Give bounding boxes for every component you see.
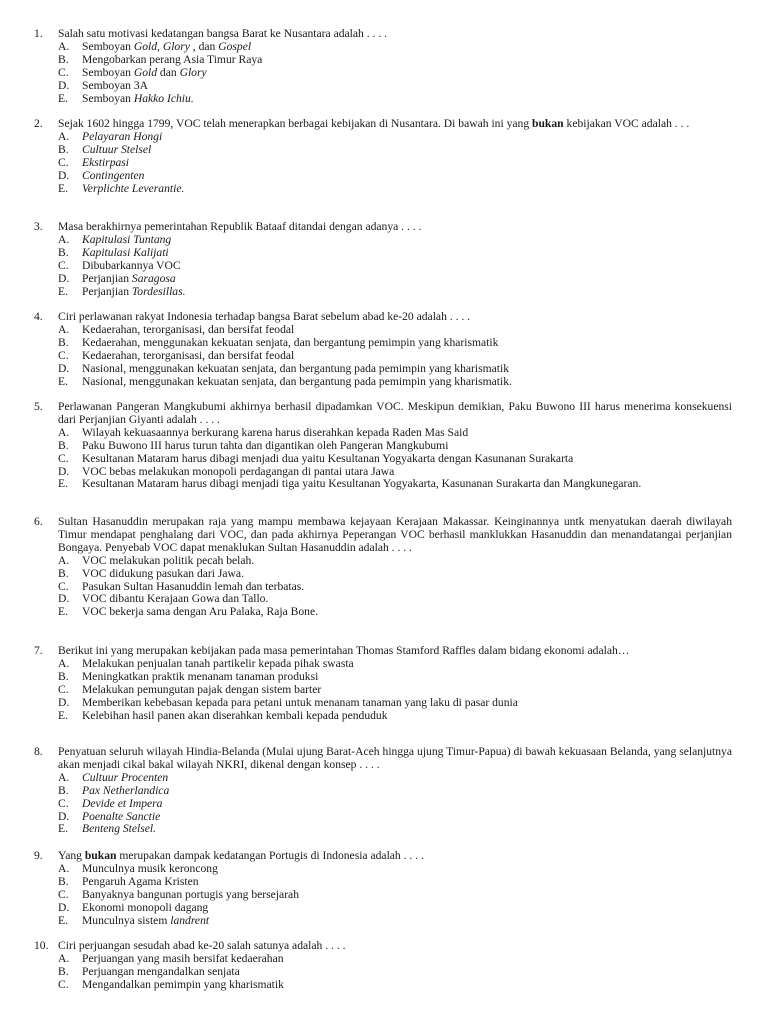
text-run: Memberikan kebebasan kepada para petani untuk menanam tanaman yang laku di pasar dunia (82, 695, 518, 709)
text-run: Kedaerahan, terorganisasi, dan bersifat feodal (82, 348, 295, 362)
option-letter: E. (58, 284, 68, 298)
option-letter: E. (58, 91, 68, 105)
option-text (82, 183, 732, 196)
text-run: Perjanjian (82, 271, 132, 285)
option-text (82, 234, 732, 247)
question-number: 2. (34, 117, 43, 130)
italic-term: Glory (179, 65, 207, 79)
option-letter: C. (58, 887, 69, 901)
answer-option-e (58, 183, 732, 196)
option-text (82, 131, 732, 144)
answer-options (58, 658, 768, 723)
answer-option-e (58, 823, 732, 836)
text-run: Ciri perlawanan rakyat Indonesia terhadap bangsa Barat sebelum abad ke-20 adalah . . . . (58, 310, 471, 323)
answer-options (58, 863, 768, 928)
text-run: Salah satu motivasi kedatangan bangsa Barat ke Nusantara adalah . . . . (58, 27, 388, 40)
question-stem-row (0, 401, 768, 427)
italic-term: Poenalte Sanctie (82, 809, 161, 823)
option-text (82, 67, 732, 80)
text-run: Nasional, menggunakan kekuatan senjata, dan bergantung pada pemimpin yang kharismatik (82, 361, 510, 375)
option-letter: E. (58, 181, 68, 195)
option-letter: A. (58, 656, 70, 670)
italic-term: Pelayaran Hongi (82, 129, 163, 143)
text-run: Kesultanan Mataram harus dibagi menjadi dua yaitu Kesultanan Yogyakarta dengan Kasunanan Surakarta (82, 451, 574, 465)
option-text (82, 811, 732, 824)
italic-term: Hakko Ichiu. (133, 91, 194, 105)
answer-options (58, 555, 768, 620)
text-run: VOC didukung pasukan dari Jawa. (82, 566, 244, 580)
option-letter: B. (58, 964, 69, 978)
italic-term: Gospel (218, 39, 252, 53)
answer-options (58, 131, 768, 196)
italic-term: Devide et Impera (82, 796, 163, 810)
text-run: Kedaerahan, terorganisasi, dan bersifat feodal (82, 322, 295, 336)
text-run: Semboyan (82, 39, 134, 53)
answer-option-e (58, 286, 732, 299)
answer-options (58, 234, 768, 299)
text-run: Yang (58, 849, 85, 862)
option-letter: D. (58, 78, 70, 92)
text-run: Perjuangan yang masih bersifat kedaerahan (82, 951, 284, 965)
option-letter: B. (58, 566, 69, 580)
option-letter: B. (58, 669, 69, 683)
option-letter: C. (58, 796, 69, 810)
question-6 (0, 516, 768, 619)
option-text (82, 823, 732, 836)
option-letter: E. (58, 708, 68, 722)
bold-term: bukan (532, 117, 564, 130)
text-run: , (157, 39, 163, 53)
text-run: Pengaruh Agama Kristen (82, 874, 199, 888)
text-run: Wilayah kekuasaannya berkurang karena harus diserahkan kepada Raden Mas Said (82, 425, 469, 439)
question-number: 6. (34, 515, 43, 528)
question-number: 8. (34, 745, 43, 758)
option-letter: B. (58, 142, 69, 156)
answer-option-a (58, 131, 732, 144)
option-letter: B. (58, 783, 69, 797)
answer-options (58, 427, 768, 492)
option-letter: C. (58, 65, 69, 79)
option-letter: A. (58, 770, 70, 784)
text-run: Semboyan 3A (82, 78, 149, 92)
italic-term: Kapitulasi Kalijati (82, 245, 169, 259)
text-run: Meningkatkan praktik menanam tanaman produksi (82, 669, 319, 683)
answer-option-c (58, 979, 732, 992)
text-run: Semboyan (82, 91, 134, 105)
question-number: 4. (34, 310, 43, 323)
question-5 (0, 401, 768, 491)
text-run: Penyatuan seluruh wilayah Hindia-Belanda (Mulai ujung Barat-Aceh hingga ujung Timur-Papua) di bawah kekuasaan Belanda, yang selanjutnya akan menjadi cikal bakal wilayah NKRI, dikenal dengan konsep . . . . (58, 745, 732, 771)
option-letter: D. (58, 361, 70, 375)
option-letter: B. (58, 245, 69, 259)
italic-term: Benteng Stelsel. (82, 822, 157, 836)
text-run: VOC bebas melakukan monopoli perdagangan di pantai utara Jawa (82, 464, 395, 478)
question-1 (0, 28, 768, 105)
italic-term: Kapitulasi Tuntang (82, 232, 172, 246)
option-text (82, 157, 732, 170)
question-4 (0, 311, 768, 388)
answer-options (58, 953, 768, 992)
question-number: 7. (34, 644, 43, 657)
text-run: VOC dibantu Kerajaan Gowa dan Tallo. (82, 592, 269, 606)
italic-term: Gold (133, 39, 158, 53)
text-run: Dibubarkannya VOC (82, 258, 181, 272)
option-letter: B. (58, 438, 69, 452)
text-run: Paku Buwono III harus turun tahta dan digantikan oleh Pangeran Mangkubumi (82, 438, 449, 452)
option-letter: C. (58, 682, 69, 696)
option-letter: A. (58, 322, 70, 336)
answer-options (58, 324, 768, 389)
italic-term: Gold (133, 65, 158, 79)
option-letter: B. (58, 52, 69, 66)
option-letter: C. (58, 155, 69, 169)
option-letter: A. (58, 951, 70, 965)
question-text (58, 746, 732, 772)
answer-options (58, 41, 768, 106)
text-run: Sejak 1602 hingga 1799, VOC telah menerapkan berbagai kebijakan di Nusantara. Di bawah ini yang (58, 117, 533, 130)
text-run: Munculnya sistem (82, 913, 171, 927)
option-letter: E. (58, 477, 68, 491)
answer-option-e (58, 710, 732, 723)
answer-option-c (58, 157, 732, 170)
option-text (82, 772, 732, 785)
option-letter: A. (58, 553, 70, 567)
option-text (82, 710, 732, 723)
answer-option-e (58, 93, 732, 106)
text-run: Perjuangan mengandalkan senjata (82, 964, 240, 978)
text-run: Masa berakhirnya pemerintahan Republik Bataaf ditandai dengan adanya . . . . (58, 220, 422, 233)
text-run: Pasukan Sultan Hasanuddin lemah dan terbatas. (82, 579, 305, 593)
question-10 (0, 940, 768, 992)
option-letter: E. (58, 913, 68, 927)
option-letter: D. (58, 900, 70, 914)
text-run: Melakukan pemungutan pajak dengan sistem barter (82, 682, 322, 696)
option-letter: A. (58, 39, 70, 53)
text-run: Perlawanan Pangeran Mangkubumi akhirnya berhasil dipadamkan VOC. Meskipun demikian, Paku Buwono III harus menerima konsekuensi dari Perjanjian Giyanti adalah . . . . (58, 400, 732, 426)
option-letter: C. (58, 977, 69, 991)
answer-option-e (58, 606, 732, 619)
text-run: Ciri perjuangan sesudah abad ke-20 salah satunya adalah . . . . (58, 939, 346, 952)
option-letter: E. (58, 374, 68, 388)
italic-term: Contingenten (82, 168, 145, 182)
option-text (82, 915, 732, 928)
answer-option-e (58, 915, 732, 928)
italic-term: Saragosa (131, 271, 176, 285)
answer-option-d (58, 811, 732, 824)
italic-term: Glory (162, 39, 190, 53)
question-stem-row (0, 516, 768, 555)
option-letter: E. (58, 822, 68, 836)
italic-term: Cultuur Stelsel (82, 142, 152, 156)
option-letter: D. (58, 695, 70, 709)
text-run: Perjanjian (82, 284, 132, 298)
italic-term: landrent (170, 913, 210, 927)
text-run: Berikut ini yang merupakan kebijakan pada masa pemerintahan Thomas Stamford Raffles dalam bidang ekonomi adalah… (58, 644, 630, 657)
option-letter: C. (58, 348, 69, 362)
answer-option-e (58, 478, 732, 491)
text-run: , dan (189, 39, 219, 53)
text-run: Banyaknya bangunan portugis yang bersejarah (82, 887, 299, 901)
option-text (82, 260, 732, 273)
option-letter: A. (58, 861, 70, 875)
option-letter: A. (58, 129, 70, 143)
answer-options (58, 772, 768, 837)
bold-term: bukan (84, 849, 117, 862)
question-text (58, 401, 732, 427)
option-letter: B. (58, 335, 69, 349)
question-2 (0, 118, 768, 195)
option-letter: D. (58, 271, 70, 285)
text-run: dan (157, 65, 180, 79)
italic-term: Cultuur Procenten (82, 770, 169, 784)
option-text (82, 606, 732, 619)
option-letter: E. (58, 605, 68, 619)
question-stem-row (0, 746, 768, 772)
question-3 (0, 221, 768, 298)
option-text (82, 478, 732, 491)
question-text (58, 516, 732, 555)
answer-option-e (58, 376, 732, 389)
text-run: Semboyan (82, 65, 134, 79)
text-run: VOC melakukan politik pecah belah. (82, 553, 255, 567)
question-number: 3. (34, 220, 43, 233)
option-text (82, 979, 732, 992)
question-number: 9. (34, 849, 43, 862)
text-run: Kelebihan hasil panen akan diserahkan kembali kepada penduduk (82, 708, 388, 722)
text-run: Kesultanan Mataram harus dibagi menjadi tiga yaitu Kesultanan Yogyakarta, Kasunanan Surakarta dan Mangkunegaran. (82, 477, 642, 491)
question-number: 1. (34, 27, 43, 40)
italic-term: Verplichte Leverantie. (82, 181, 185, 195)
option-letter: D. (58, 809, 70, 823)
text-run: Nasional, menggunakan kekuatan senjata, dan bergantung pada pemimpin yang kharismatik. (82, 374, 512, 388)
option-letter: B. (58, 874, 69, 888)
italic-term: Ekstirpasi (82, 155, 130, 169)
answer-option-c (58, 67, 732, 80)
option-text (82, 286, 732, 299)
option-text (82, 798, 732, 811)
option-letter: C. (58, 579, 69, 593)
option-letter: D. (58, 464, 70, 478)
text-run: Munculnya musik keroncong (82, 861, 218, 875)
italic-term: Tordesillas. (131, 284, 186, 298)
option-text (82, 144, 732, 157)
option-letter: D. (58, 592, 70, 606)
option-letter: C. (58, 451, 69, 465)
answer-option-b (58, 144, 732, 157)
option-letter: C. (58, 258, 69, 272)
text-run: Ekonomi monopoli dagang (82, 900, 209, 914)
text-run: Melakukan penjualan tanah partikelir kepada pihak swasta (82, 656, 354, 670)
text-run: Mengobarkan perang Asia Timur Raya (82, 52, 263, 66)
option-letter: D. (58, 168, 70, 182)
text-run: merupakan dampak kedatangan Portugis di Indonesia adalah . . . . (116, 849, 424, 862)
question-number: 10. (34, 939, 49, 952)
option-letter: A. (58, 232, 70, 246)
text-run: kebijakan VOC adalah . . . (563, 117, 690, 130)
text-run: Mengandalkan pemimpin yang kharismatik (82, 977, 284, 991)
option-text (82, 785, 732, 798)
text-run: VOC bekerja sama dengan Aru Palaka, Raja Bone. (82, 605, 318, 619)
question-8 (0, 746, 768, 836)
option-text (82, 376, 732, 389)
question-7 (0, 645, 768, 722)
italic-term: Pax Netherlandica (82, 783, 170, 797)
question-number: 5. (34, 400, 43, 413)
option-text (82, 93, 732, 106)
text-run: Kedaerahan, menggunakan kekuatan senjata, dan bergantung pemimpin yang kharismatik (82, 335, 499, 349)
question-9 (0, 850, 768, 927)
option-letter: A. (58, 425, 70, 439)
text-run: Sultan Hasanuddin merupakan raja yang mampu membawa kejayaan Kerajaan Makassar. Keinginannya untk menyatukan daerah diwilayah Timur mendapat penghalang dari VOC, dan pada akhirnya Peperangan VOC berhasil manklukkan Hasanuddin dan menandatangai perjanjian Bongaya. Penyebab VOC dapat menaklukan Sultan Hasanuddin adalah . . . . (58, 515, 732, 554)
